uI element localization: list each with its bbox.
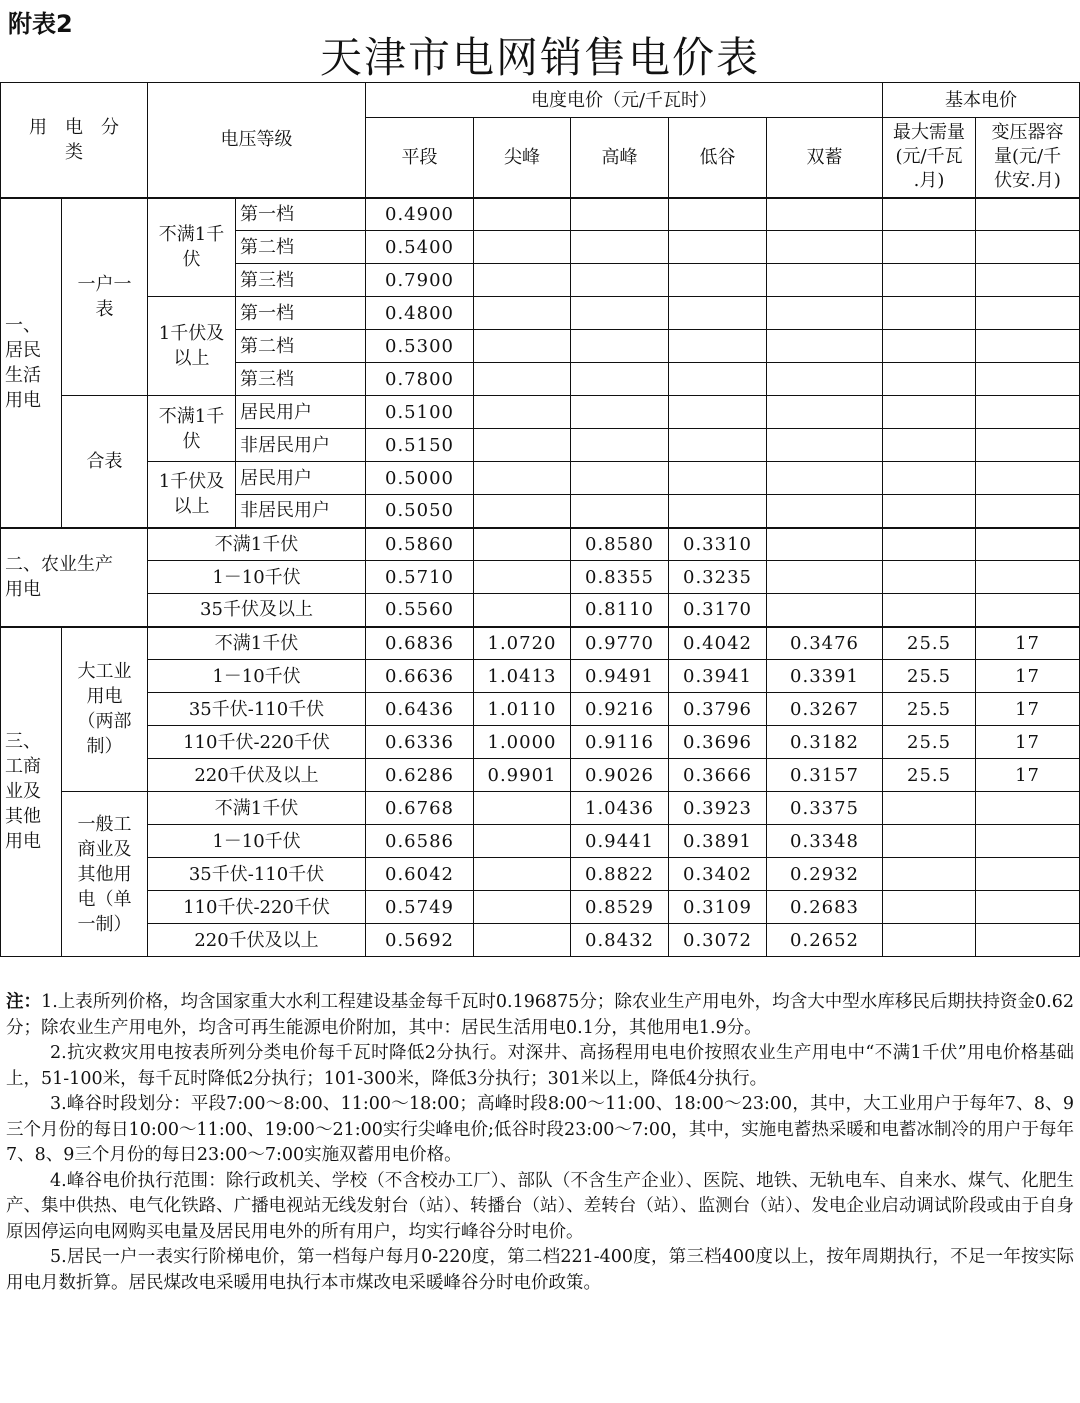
voltage-label: 不满1千伏 — [148, 627, 366, 660]
residential-single-voltage-1: 不满1千 伏 — [148, 198, 236, 297]
voltage-label: 35千伏及以上 — [148, 594, 366, 627]
transformer-price: 17 — [976, 759, 1080, 792]
max-demand-price: 25.5 — [883, 759, 976, 792]
max-demand-price: 25.5 — [883, 693, 976, 726]
dual-price: 0.2683 — [767, 891, 883, 924]
high-price: 0.9491 — [571, 660, 669, 693]
high-price: 0.9770 — [571, 627, 669, 660]
voltage-label: 220千伏及以上 — [148, 924, 366, 957]
dual-price: 0.3391 — [767, 660, 883, 693]
header-category-text: 用 电 分 类 — [29, 116, 119, 163]
peak-price: 1.0413 — [474, 660, 571, 693]
tier-label: 第一档 — [236, 297, 366, 330]
header-col-transformer: 变压器容 量(元/千 伏安.月) — [976, 118, 1080, 198]
low-price: 0.3696 — [669, 726, 767, 759]
max-demand-price: 25.5 — [883, 627, 976, 660]
flat-price: 0.6636 — [366, 660, 474, 693]
voltage-label: 1－10千伏 — [148, 825, 366, 858]
flat-price: 0.5150 — [366, 429, 474, 462]
flat-price: 0.7900 — [366, 264, 474, 297]
industrial-general-label: 一般工 商业及 其他用 电（单 一制） — [62, 792, 148, 957]
tier-label: 非居民用户 — [236, 429, 366, 462]
agriculture-label: 二、农业生产 用电 — [1, 528, 148, 627]
high-price: 1.0436 — [571, 792, 669, 825]
low-price: 0.3310 — [669, 528, 767, 561]
flat-price: 0.6436 — [366, 693, 474, 726]
tier-label: 第一档 — [236, 198, 366, 231]
high-price: 0.8110 — [571, 594, 669, 627]
header-col-low: 低谷 — [669, 118, 767, 198]
voltage-label: 220千伏及以上 — [148, 759, 366, 792]
flat-price: 0.5300 — [366, 330, 474, 363]
flat-price: 0.5000 — [366, 462, 474, 495]
attachment-label: 附表2 — [8, 10, 73, 38]
header-col-max-demand: 最大需量 (元/千瓦 .月) — [883, 118, 976, 198]
flat-price: 0.6586 — [366, 825, 474, 858]
high-price: 0.8529 — [571, 891, 669, 924]
high-price: 0.9116 — [571, 726, 669, 759]
note-4: 4.峰谷电价执行范围：除行政机关、学校（不含校办工厂）、部队（不含生产企业）、医院、地铁、无轨电车、自来水、煤气、化肥生产、集中供热、电气化铁路、广播电视站无线发射台（站）、转播台（站）、差转台（站）、监测台（站）、发电企业启动调试阶段或由于自身原因停运向电网购买电量及居民用电外的所有用户，均实行峰谷分时电价。 — [6, 1170, 1074, 1242]
low-price: 0.3923 — [669, 792, 767, 825]
high-price: 0.9441 — [571, 825, 669, 858]
header-energy-price: 电度电价（元/千瓦时） — [366, 83, 883, 118]
low-price: 0.3891 — [669, 825, 767, 858]
low-price: 0.4042 — [669, 627, 767, 660]
price-table — [0, 82, 1080, 957]
flat-price: 0.5860 — [366, 528, 474, 561]
page-title: 天津市电网销售电价表 — [319, 33, 760, 82]
note-3: 3.峰谷时段划分：平段7:00～8:00、11:00～18:00；高峰时段8:00～11:00、18:00～23:00，其中，大工业用户于每年7、8、9三个月份的每日10:00～11:00、19:00～21:00实行尖峰电价;低谷时段23:00～7:00，其中，实施电蓄热采暖和电蓄冰制冷的用户于每年7、8、9三个月份的每日23:00～7:00实施双蓄用电价格。 — [6, 1094, 1074, 1165]
dual-price: 0.3476 — [767, 627, 883, 660]
high-price: 0.8580 — [571, 528, 669, 561]
flat-price: 0.5692 — [366, 924, 474, 957]
voltage-label: 不满1千伏 — [148, 528, 366, 561]
transformer-price: 17 — [976, 627, 1080, 660]
dual-price: 0.3157 — [767, 759, 883, 792]
peak-price: 1.0110 — [474, 693, 571, 726]
low-price: 0.3666 — [669, 759, 767, 792]
dual-price: 0.3375 — [767, 792, 883, 825]
note-1 — [6, 990, 1074, 1041]
transformer-price: 17 — [976, 660, 1080, 693]
flat-price: 0.5100 — [366, 396, 474, 429]
note-5: 5.居民一户一表实行阶梯电价，第一档每户每月0-220度，第二档221-400度，第三档400度以上，按年周期执行，不足一年按实际用电月数折算。居民煤改电采暖用电执行本市煤改电采暖峰谷分时电价政策。 — [6, 1247, 1074, 1293]
notes-label: 注： — [6, 992, 42, 1012]
low-price: 0.3402 — [669, 858, 767, 891]
residential-combined-label: 合表 — [62, 396, 148, 528]
max-demand-price: 25.5 — [883, 726, 976, 759]
low-price: 0.3072 — [669, 924, 767, 957]
flat-price: 0.5749 — [366, 891, 474, 924]
tier-label: 非居民用户 — [236, 495, 366, 528]
header-col-high: 高峰 — [571, 118, 669, 198]
flat-price: 0.4800 — [366, 297, 474, 330]
peak-price: 1.0720 — [474, 627, 571, 660]
voltage-label: 1－10千伏 — [148, 660, 366, 693]
voltage-label: 35千伏-110千伏 — [148, 858, 366, 891]
notes-section — [6, 990, 1074, 1296]
flat-price: 0.5400 — [366, 231, 474, 264]
high-price: 0.8432 — [571, 924, 669, 957]
flat-price: 0.5560 — [366, 594, 474, 627]
tier-label: 第三档 — [236, 264, 366, 297]
peak-price: 0.9901 — [474, 759, 571, 792]
low-price: 0.3235 — [669, 561, 767, 594]
residential-combined-voltage-1: 不满1千 伏 — [148, 396, 236, 462]
voltage-label: 110千伏-220千伏 — [148, 726, 366, 759]
dual-price: 0.2932 — [767, 858, 883, 891]
flat-price: 0.5710 — [366, 561, 474, 594]
voltage-label: 1－10千伏 — [148, 561, 366, 594]
residential-single-voltage-2: 1千伏及 以上 — [148, 297, 236, 396]
low-price: 0.3796 — [669, 693, 767, 726]
dual-price: 0.3267 — [767, 693, 883, 726]
note-2: 2.抗灾救灾用电按表所列分类电价每千瓦时降低2分执行。对深井、高扬程用电电价按照农业生产用电中“不满1千伏”用电价格基础上，51-100米，每千瓦时降低2分执行；101-300米，降低3分执行；301米以上，降低4分执行。 — [6, 1043, 1074, 1089]
flat-price: 0.5050 — [366, 495, 474, 528]
high-price: 0.9216 — [571, 693, 669, 726]
low-price: 0.3170 — [669, 594, 767, 627]
residential-combined-voltage-2: 1千伏及 以上 — [148, 462, 236, 528]
header-col-flat: 平段 — [366, 118, 474, 198]
transformer-price: 17 — [976, 693, 1080, 726]
high-price: 0.8822 — [571, 858, 669, 891]
low-price: 0.3109 — [669, 891, 767, 924]
header-voltage: 电压等级 — [148, 83, 366, 198]
flat-price: 0.6836 — [366, 627, 474, 660]
transformer-price: 17 — [976, 726, 1080, 759]
residential-single-label: 一户一 表 — [62, 198, 148, 396]
industrial-label: 三、 工商 业及 其他 用电 — [1, 627, 62, 957]
voltage-label: 35千伏-110千伏 — [148, 693, 366, 726]
industrial-large-label: 大工业 用电 （两部 制） — [62, 627, 148, 792]
tier-label: 第三档 — [236, 363, 366, 396]
flat-price: 0.6286 — [366, 759, 474, 792]
tier-label: 第二档 — [236, 231, 366, 264]
header-category — [1, 83, 148, 198]
max-demand-price: 25.5 — [883, 660, 976, 693]
tier-label: 居民用户 — [236, 396, 366, 429]
flat-price: 0.6768 — [366, 792, 474, 825]
flat-price: 0.7800 — [366, 363, 474, 396]
flat-price: 0.6336 — [366, 726, 474, 759]
flat-price: 0.4900 — [366, 198, 474, 231]
high-price: 0.8355 — [571, 561, 669, 594]
flat-price: 0.6042 — [366, 858, 474, 891]
tier-label: 居民用户 — [236, 462, 366, 495]
tier-label: 第二档 — [236, 330, 366, 363]
header-col-dual: 双蓄 — [767, 118, 883, 198]
voltage-label: 不满1千伏 — [148, 792, 366, 825]
dual-price: 0.3348 — [767, 825, 883, 858]
peak-price: 1.0000 — [474, 726, 571, 759]
voltage-label: 110千伏-220千伏 — [148, 891, 366, 924]
dual-price: 0.2652 — [767, 924, 883, 957]
header-col-peak: 尖峰 — [474, 118, 571, 198]
residential-label: 一、 居民 生活 用电 — [1, 198, 62, 528]
low-price: 0.3941 — [669, 660, 767, 693]
header-basic-price: 基本电价 — [883, 83, 1080, 118]
dual-price: 0.3182 — [767, 726, 883, 759]
note-1-text: 1.上表所列价格，均含国家重大水利工程建设基金每千瓦时0.196875分；除农业生产用电外，均含大中型水库移民后期扶持资金0.62分；除农业生产用电外，均含可再生能源电价附加，其中：居民生活用电0.1分，其他用电1.9分。 — [6, 992, 1075, 1038]
high-price: 0.9026 — [571, 759, 669, 792]
